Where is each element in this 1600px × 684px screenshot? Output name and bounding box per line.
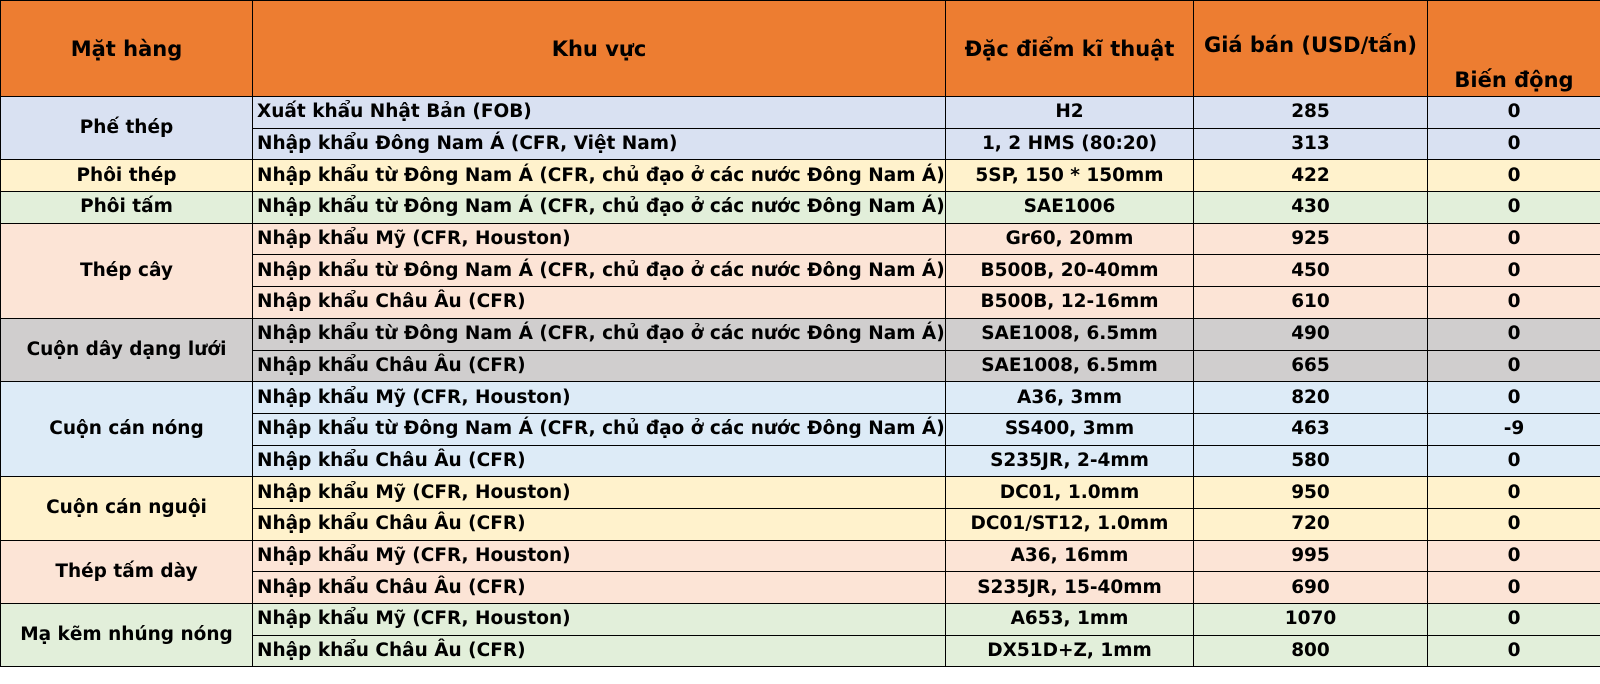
change-cell: 0: [1428, 382, 1600, 414]
price-cell: 690: [1194, 572, 1428, 604]
change-cell: 0: [1428, 97, 1600, 129]
table-header: [1, 1, 1600, 97]
region-cell: Nhập khẩu Mỹ (CFR, Houston): [253, 604, 946, 636]
price-cell: 490: [1194, 318, 1428, 350]
header-region: Khu vực: [253, 1, 946, 97]
header-change: Biến động: [1428, 1, 1600, 97]
region-cell: Nhập khẩu Châu Âu (CFR): [253, 350, 946, 382]
price-cell: 463: [1194, 413, 1428, 445]
region-cell: Nhập khẩu Mỹ (CFR, Houston): [253, 223, 946, 255]
table-row: [1, 540, 1600, 572]
spec-cell: SS400, 3mm: [946, 413, 1194, 445]
price-cell: 422: [1194, 160, 1428, 192]
price-cell: 580: [1194, 445, 1428, 477]
region-cell: Nhập khẩu từ Đông Nam Á (CFR, chủ đạo ở các nước Đông Nam Á): [253, 192, 946, 224]
spec-cell: 5SP, 150 * 150mm: [946, 160, 1194, 192]
change-cell: 0: [1428, 318, 1600, 350]
price-cell: 610: [1194, 287, 1428, 319]
price-cell: 285: [1194, 97, 1428, 129]
change-cell: 0: [1428, 287, 1600, 319]
spec-cell: SAE1008, 6.5mm: [946, 318, 1194, 350]
spec-cell: A653, 1mm: [946, 604, 1194, 636]
region-cell: Nhập khẩu Mỹ (CFR, Houston): [253, 477, 946, 509]
price-cell: 720: [1194, 508, 1428, 540]
table-row: [1, 477, 1600, 509]
item-cell: Thép tấm dày: [1, 540, 253, 603]
spec-cell: S235JR, 2-4mm: [946, 445, 1194, 477]
region-cell: Nhập khẩu Châu Âu (CFR): [253, 635, 946, 667]
spec-cell: SAE1008, 6.5mm: [946, 350, 1194, 382]
table-row: [1, 604, 1600, 636]
change-cell: 0: [1428, 604, 1600, 636]
change-cell: -9: [1428, 413, 1600, 445]
item-cell: Mạ kẽm nhúng nóng: [1, 604, 253, 667]
change-cell: 0: [1428, 128, 1600, 160]
region-cell: Nhập khẩu Châu Âu (CFR): [253, 287, 946, 319]
spec-cell: B500B, 20-40mm: [946, 255, 1194, 287]
change-cell: 0: [1428, 477, 1600, 509]
region-cell: Nhập khẩu Châu Âu (CFR): [253, 445, 946, 477]
change-cell: 0: [1428, 572, 1600, 604]
header-item: Mặt hàng: [1, 1, 253, 97]
change-cell: 0: [1428, 223, 1600, 255]
spec-cell: H2: [946, 97, 1194, 129]
item-cell: Cuộn cán nóng: [1, 382, 253, 477]
table-row: [1, 382, 1600, 414]
spec-cell: DC01, 1.0mm: [946, 477, 1194, 509]
price-cell: 800: [1194, 635, 1428, 667]
item-cell: Thép cây: [1, 223, 253, 318]
region-cell: Nhập khẩu Châu Âu (CFR): [253, 572, 946, 604]
spec-cell: A36, 3mm: [946, 382, 1194, 414]
change-cell: 0: [1428, 160, 1600, 192]
region-cell: Nhập khẩu Mỹ (CFR, Houston): [253, 540, 946, 572]
region-cell: Nhập khẩu từ Đông Nam Á (CFR, chủ đạo ở các nước Đông Nam Á): [253, 413, 946, 445]
region-cell: Nhập khẩu từ Đông Nam Á (CFR, chủ đạo ở các nước Đông Nam Á): [253, 318, 946, 350]
price-cell: 925: [1194, 223, 1428, 255]
change-cell: 0: [1428, 540, 1600, 572]
region-cell: Nhập khẩu từ Đông Nam Á (CFR, chủ đạo ở các nước Đông Nam Á): [253, 255, 946, 287]
region-cell: Nhập khẩu từ Đông Nam Á (CFR, chủ đạo ở các nước Đông Nam Á): [253, 160, 946, 192]
price-cell: 995: [1194, 540, 1428, 572]
table-row: [1, 223, 1600, 255]
price-cell: 313: [1194, 128, 1428, 160]
item-cell: Phế thép: [1, 97, 253, 160]
price-cell: 1070: [1194, 604, 1428, 636]
price-cell: 820: [1194, 382, 1428, 414]
item-cell: Phôi thép: [1, 160, 253, 192]
price-cell: 450: [1194, 255, 1428, 287]
change-cell: 0: [1428, 445, 1600, 477]
region-cell: Nhập khẩu Châu Âu (CFR): [253, 508, 946, 540]
spec-cell: S235JR, 15-40mm: [946, 572, 1194, 604]
table-row: [1, 318, 1600, 350]
price-cell: 950: [1194, 477, 1428, 509]
spec-cell: B500B, 12-16mm: [946, 287, 1194, 319]
header-row: [1, 1, 1600, 97]
item-cell: Cuộn dây dạng lưới: [1, 318, 253, 381]
item-cell: Cuộn cán nguội: [1, 477, 253, 540]
spec-cell: SAE1006: [946, 192, 1194, 224]
price-cell: 430: [1194, 192, 1428, 224]
change-cell: 0: [1428, 255, 1600, 287]
table-row: [1, 160, 1600, 192]
change-cell: 0: [1428, 350, 1600, 382]
table-row: [1, 97, 1600, 129]
spec-cell: DX51D+Z, 1mm: [946, 635, 1194, 667]
spec-cell: A36, 16mm: [946, 540, 1194, 572]
spec-cell: 1, 2 HMS (80:20): [946, 128, 1194, 160]
region-cell: Xuất khẩu Nhật Bản (FOB): [253, 97, 946, 129]
change-cell: 0: [1428, 508, 1600, 540]
change-cell: 0: [1428, 192, 1600, 224]
spec-cell: Gr60, 20mm: [946, 223, 1194, 255]
region-cell: Nhập khẩu Đông Nam Á (CFR, Việt Nam): [253, 128, 946, 160]
table-body: [1, 97, 1600, 667]
header-price: Giá bán (USD/tấn): [1194, 1, 1428, 97]
header-spec: Đặc điểm kĩ thuật: [946, 1, 1194, 97]
region-cell: Nhập khẩu Mỹ (CFR, Houston): [253, 382, 946, 414]
table-row: [1, 192, 1600, 224]
price-cell: 665: [1194, 350, 1428, 382]
spec-cell: DC01/ST12, 1.0mm: [946, 508, 1194, 540]
change-cell: 0: [1428, 635, 1600, 667]
item-cell: Phôi tấm: [1, 192, 253, 224]
